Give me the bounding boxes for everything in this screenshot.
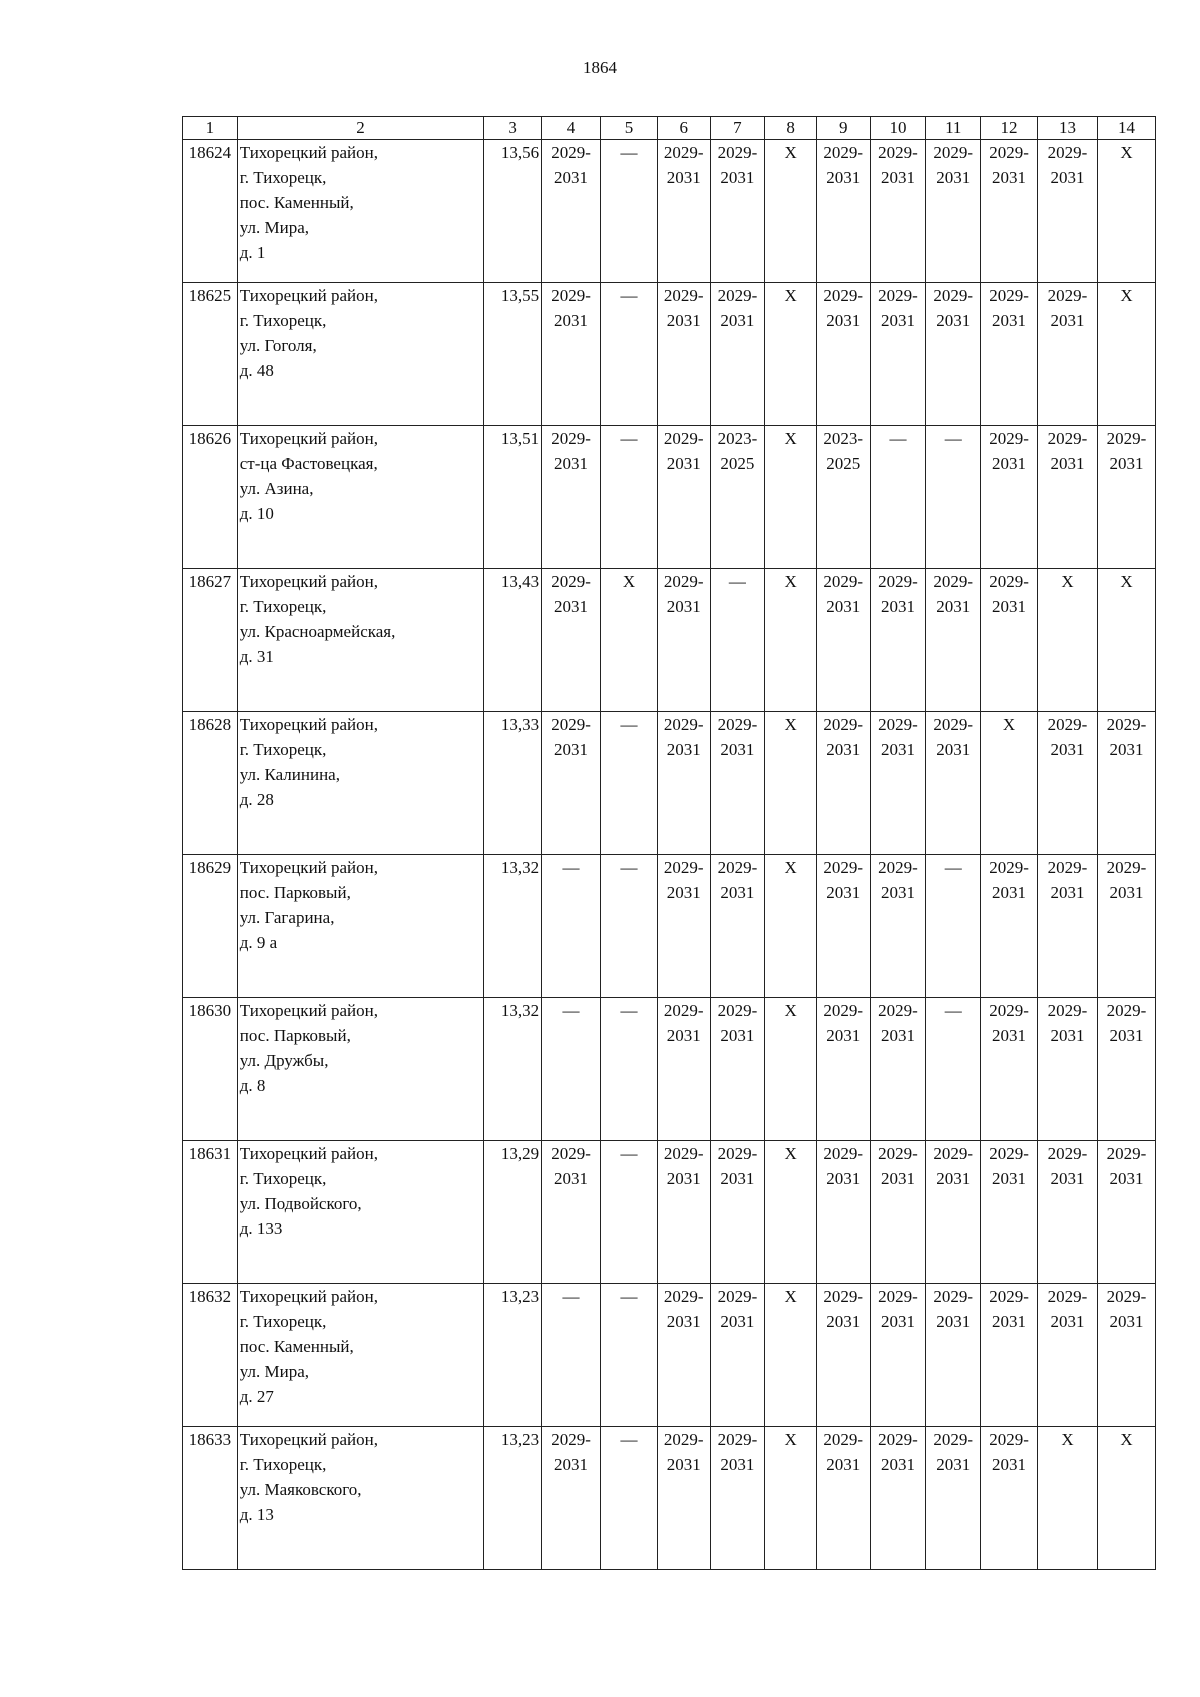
address-line: ул. Подвойского, — [239, 1194, 362, 1213]
address-line: Тихорецкий район, — [239, 429, 378, 448]
period-cell: Х — [765, 426, 817, 569]
address-line: ул. Мира, — [239, 218, 309, 237]
period-cell: 2029- 2031 — [926, 1284, 981, 1427]
period-cell: 2029- 2031 — [870, 569, 926, 712]
address-cell — [237, 1284, 483, 1427]
period-cell: 2029- 2031 — [710, 1141, 765, 1284]
period-cell: 2029- 2031 — [657, 1284, 710, 1427]
period-cell: 2029- 2031 — [926, 283, 981, 426]
period-cell: 2029- 2031 — [870, 712, 926, 855]
column-header: 2 — [237, 117, 483, 140]
period-cell: 2029- 2031 — [1037, 1141, 1097, 1284]
row-number: 18625 — [183, 283, 238, 426]
period-cell: 2029- 2031 — [1037, 998, 1097, 1141]
period-cell: 2029- 2031 — [816, 283, 870, 426]
table-row — [183, 426, 1156, 569]
address-line: д. 133 — [239, 1219, 283, 1238]
period-cell: 2029- 2031 — [657, 283, 710, 426]
column-header: 14 — [1098, 117, 1156, 140]
row-number: 18626 — [183, 426, 238, 569]
address-line: Тихорецкий район, — [239, 286, 378, 305]
period-cell: 2029- 2031 — [1098, 1284, 1156, 1427]
period-cell: 2029- 2031 — [1098, 855, 1156, 998]
period-cell: Х — [765, 712, 817, 855]
area-cell: 13,32 — [484, 998, 542, 1141]
period-cell: 2029- 2031 — [1098, 998, 1156, 1141]
period-cell: 2029- 2031 — [710, 855, 765, 998]
address-line: ст-ца Фастовецкая, — [239, 454, 378, 473]
period-cell: — — [601, 855, 658, 998]
period-cell: Х — [765, 1284, 817, 1427]
table-row — [183, 569, 1156, 712]
period-cell: 2029- 2031 — [1037, 283, 1097, 426]
address-cell — [237, 998, 483, 1141]
period-cell: Х — [765, 1141, 817, 1284]
period-cell: Х — [1098, 1427, 1156, 1570]
period-cell: 2029- 2031 — [816, 1284, 870, 1427]
address-line: г. Тихорецк, — [239, 311, 327, 330]
period-cell: Х — [765, 1427, 817, 1570]
period-cell: — — [601, 140, 658, 283]
address-line: Тихорецкий район, — [239, 143, 378, 162]
address-line: ул. Гагарина, — [239, 908, 335, 927]
period-cell: 2029- 2031 — [657, 569, 710, 712]
period-cell: 2029- 2031 — [657, 855, 710, 998]
address-line: Тихорецкий район, — [239, 1287, 378, 1306]
address-cell — [237, 712, 483, 855]
address-line: г. Тихорецк, — [239, 1455, 327, 1474]
row-number: 18628 — [183, 712, 238, 855]
period-cell: — — [601, 426, 658, 569]
period-cell: 2029- 2031 — [542, 1141, 601, 1284]
period-cell: 2029- 2031 — [870, 283, 926, 426]
period-cell: 2029- 2031 — [816, 855, 870, 998]
period-cell: 2029- 2031 — [816, 1427, 870, 1570]
period-cell: — — [926, 426, 981, 569]
row-number: 18632 — [183, 1284, 238, 1427]
address-cell — [237, 283, 483, 426]
address-line: пос. Парковый, — [239, 883, 351, 902]
column-header: 3 — [484, 117, 542, 140]
period-cell: — — [926, 998, 981, 1141]
address-line: Тихорецкий район, — [239, 1430, 378, 1449]
period-cell: — — [601, 283, 658, 426]
period-cell: 2029- 2031 — [870, 1427, 926, 1570]
period-cell: 2029- 2031 — [816, 569, 870, 712]
period-cell: Х — [765, 855, 817, 998]
row-number: 18633 — [183, 1427, 238, 1570]
area-cell: 13,23 — [484, 1427, 542, 1570]
address-cell — [237, 569, 483, 712]
period-cell: 2029- 2031 — [657, 1141, 710, 1284]
column-header: 12 — [981, 117, 1038, 140]
address-line: Тихорецкий район, — [239, 1144, 378, 1163]
period-cell: 2029- 2031 — [1098, 712, 1156, 855]
page-number: 1864 — [583, 58, 617, 77]
period-cell: 2029- 2031 — [710, 712, 765, 855]
column-header: 13 — [1037, 117, 1097, 140]
period-cell: 2029- 2031 — [816, 712, 870, 855]
address-cell — [237, 855, 483, 998]
period-cell: 2023- 2025 — [816, 426, 870, 569]
area-cell: 13,33 — [484, 712, 542, 855]
period-cell: 2029- 2031 — [981, 855, 1038, 998]
address-line: ул. Гоголя, — [239, 336, 317, 355]
period-cell: — — [710, 569, 765, 712]
period-cell: 2029- 2031 — [981, 1284, 1038, 1427]
period-cell: 2029- 2031 — [710, 283, 765, 426]
address-line: ул. Азина, — [239, 479, 314, 498]
table-row — [183, 998, 1156, 1141]
period-cell: 2029- 2031 — [926, 712, 981, 855]
column-header: 6 — [657, 117, 710, 140]
period-cell: — — [601, 998, 658, 1141]
period-cell: Х — [601, 569, 658, 712]
period-cell: 2029- 2031 — [657, 426, 710, 569]
address-line: д. 13 — [239, 1505, 274, 1524]
period-cell: 2029- 2031 — [1098, 426, 1156, 569]
period-cell: 2029- 2031 — [657, 1427, 710, 1570]
period-cell: Х — [765, 283, 817, 426]
period-cell: 2029- 2031 — [542, 140, 601, 283]
address-line: пос. Каменный, — [239, 1337, 354, 1356]
address-line: д. 8 — [239, 1076, 266, 1095]
period-cell: 2029- 2031 — [926, 569, 981, 712]
period-cell: 2029- 2031 — [926, 1141, 981, 1284]
column-header: 5 — [601, 117, 658, 140]
address-cell — [237, 140, 483, 283]
address-line: ул. Маяковского, — [239, 1480, 362, 1499]
period-cell: 2029- 2031 — [870, 855, 926, 998]
period-cell: 2029- 2031 — [710, 1284, 765, 1427]
address-line: г. Тихорецк, — [239, 1169, 327, 1188]
area-cell: 13,51 — [484, 426, 542, 569]
area-cell: 13,29 — [484, 1141, 542, 1284]
period-cell: 2029- 2031 — [1037, 855, 1097, 998]
period-cell: 2029- 2031 — [870, 998, 926, 1141]
address-line: ул. Мира, — [239, 1362, 309, 1381]
address-line: г. Тихорецк, — [239, 1312, 327, 1331]
period-cell: — — [542, 855, 601, 998]
address-line: г. Тихорецк, — [239, 597, 327, 616]
table-row — [183, 712, 1156, 855]
row-number: 18627 — [183, 569, 238, 712]
period-cell: Х — [981, 712, 1038, 855]
address-line: д. 27 — [239, 1387, 274, 1406]
period-cell: 2029- 2031 — [870, 1141, 926, 1284]
period-cell: 2029- 2031 — [981, 998, 1038, 1141]
period-cell: Х — [1098, 283, 1156, 426]
address-line: Тихорецкий район, — [239, 572, 378, 591]
period-cell: 2029- 2031 — [816, 998, 870, 1141]
period-cell: 2029- 2031 — [1098, 1141, 1156, 1284]
period-cell: 2029- 2031 — [542, 283, 601, 426]
period-cell: 2029- 2031 — [542, 1427, 601, 1570]
period-cell: 2029- 2031 — [926, 140, 981, 283]
address-line: д. 48 — [239, 361, 274, 380]
period-cell: Х — [1037, 569, 1097, 712]
area-cell: 13,56 — [484, 140, 542, 283]
column-header: 7 — [710, 117, 765, 140]
table-row — [183, 140, 1156, 283]
address-line: пос. Парковый, — [239, 1026, 351, 1045]
period-cell: — — [601, 712, 658, 855]
area-cell: 13,32 — [484, 855, 542, 998]
address-cell — [237, 1141, 483, 1284]
period-cell: Х — [1098, 569, 1156, 712]
period-cell: 2029- 2031 — [1037, 1284, 1097, 1427]
period-cell: 2029- 2031 — [981, 1427, 1038, 1570]
period-cell: 2029- 2031 — [981, 1141, 1038, 1284]
period-cell: 2029- 2031 — [926, 1427, 981, 1570]
period-cell: Х — [1098, 140, 1156, 283]
table-row — [183, 1141, 1156, 1284]
column-header: 8 — [765, 117, 817, 140]
row-number: 18631 — [183, 1141, 238, 1284]
column-header: 11 — [926, 117, 981, 140]
address-line: д. 31 — [239, 647, 274, 666]
address-cell — [237, 1427, 483, 1570]
column-header: 10 — [870, 117, 926, 140]
period-cell: 2029- 2031 — [1037, 712, 1097, 855]
address-line: д. 10 — [239, 504, 274, 523]
period-cell: 2029- 2031 — [542, 569, 601, 712]
period-cell: 2029- 2031 — [816, 140, 870, 283]
period-cell: — — [542, 1284, 601, 1427]
period-cell: — — [926, 855, 981, 998]
period-cell: 2029- 2031 — [981, 140, 1038, 283]
area-cell: 13,43 — [484, 569, 542, 712]
period-cell: Х — [765, 140, 817, 283]
column-header: 1 — [183, 117, 238, 140]
row-number: 18629 — [183, 855, 238, 998]
address-line: д. 1 — [239, 243, 266, 262]
table-row — [183, 283, 1156, 426]
period-cell: Х — [765, 998, 817, 1141]
period-cell: — — [542, 998, 601, 1141]
period-cell: 2029- 2031 — [816, 1141, 870, 1284]
column-header: 4 — [542, 117, 601, 140]
period-cell: 2029- 2031 — [981, 426, 1038, 569]
period-cell: 2029- 2031 — [710, 1427, 765, 1570]
table-row — [183, 1427, 1156, 1570]
area-cell: 13,23 — [484, 1284, 542, 1427]
row-number: 18630 — [183, 998, 238, 1141]
period-cell: 2029- 2031 — [657, 998, 710, 1141]
address-line: г. Тихорецк, — [239, 168, 327, 187]
period-cell: — — [601, 1427, 658, 1570]
address-line: пос. Каменный, — [239, 193, 354, 212]
table-row — [183, 855, 1156, 998]
period-cell: Х — [1037, 1427, 1097, 1570]
period-cell: 2023- 2025 — [710, 426, 765, 569]
period-cell: 2029- 2031 — [870, 1284, 926, 1427]
address-line: ул. Калинина, — [239, 765, 340, 784]
period-cell: 2029- 2031 — [1037, 426, 1097, 569]
period-cell: 2029- 2031 — [870, 140, 926, 283]
period-cell: 2029- 2031 — [542, 712, 601, 855]
address-line: Тихорецкий район, — [239, 858, 378, 877]
column-header: 9 — [816, 117, 870, 140]
address-line: ул. Красноармейская, — [239, 622, 396, 641]
area-cell: 13,55 — [484, 283, 542, 426]
row-number: 18624 — [183, 140, 238, 283]
period-cell: — — [870, 426, 926, 569]
table-body — [183, 140, 1156, 1570]
period-cell: 2029- 2031 — [657, 140, 710, 283]
address-line: Тихорецкий район, — [239, 715, 378, 734]
address-line: д. 9 а — [239, 933, 278, 952]
period-cell: 2029- 2031 — [981, 569, 1038, 712]
address-line: ул. Дружбы, — [239, 1051, 329, 1070]
period-cell: 2029- 2031 — [657, 712, 710, 855]
period-cell: 2029- 2031 — [1037, 140, 1097, 283]
period-cell: 2029- 2031 — [542, 426, 601, 569]
address-cell — [237, 426, 483, 569]
period-cell: 2029- 2031 — [710, 998, 765, 1141]
period-cell: Х — [765, 569, 817, 712]
address-line: Тихорецкий район, — [239, 1001, 378, 1020]
address-line: д. 28 — [239, 790, 274, 809]
period-cell: 2029- 2031 — [710, 140, 765, 283]
period-cell: — — [601, 1141, 658, 1284]
data-table — [182, 116, 1156, 1570]
address-line: г. Тихорецк, — [239, 740, 327, 759]
period-cell: — — [601, 1284, 658, 1427]
header-row — [183, 117, 1156, 140]
period-cell: 2029- 2031 — [981, 283, 1038, 426]
table-row — [183, 1284, 1156, 1427]
